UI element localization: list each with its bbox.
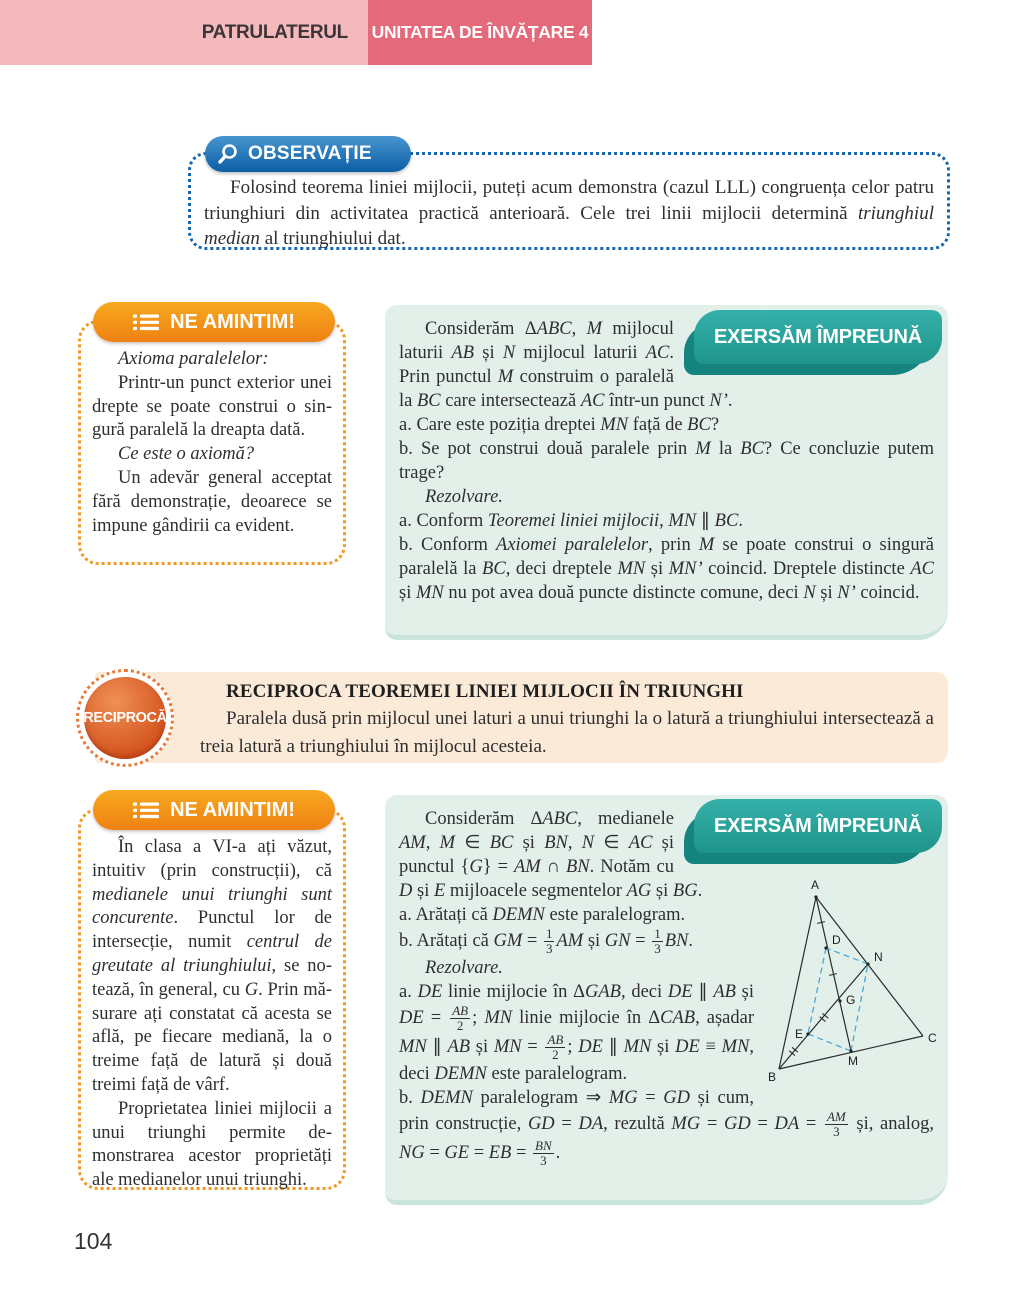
header-chapter-tab — [0, 0, 368, 65]
list-icon — [133, 802, 159, 819]
exersam-2-badge — [694, 799, 942, 853]
page-number: 104 — [74, 1228, 113, 1254]
observatie-badge — [205, 136, 411, 172]
paragraph: În clasa a VI-a ați văzut, intuitiv (prin construcții), că medianele unui triunghi sunt concurente. Punctul lor de intersecție, numit centrul de greutate al triunghiului, se notează, în general, cu G. Prin măsurare ați constatat că acesta se află, pe fiecare mediană, la o treime față de latură și două treimi față de vârf. — [92, 837, 332, 1095]
observatie-badge-label: OBSERVAȚIE — [248, 143, 372, 164]
exersam-box-1 — [385, 305, 948, 640]
paragraph: Proprietatea liniei mijlocii a unui triunghi permite demonstrarea acestor proprietăți ale medianelor unui triunghi. — [92, 1098, 332, 1191]
chapter-title: PATRULATERUL — [201, 21, 348, 43]
paragraph: Printr-un punct exterior unei drepte se poate construi o singură paralelă la dreapta dată. — [92, 372, 332, 441]
unit-title: UNITATEA DE ÎNVĂȚARE 4 — [371, 22, 589, 42]
ne-amintim-1-badge — [93, 302, 335, 342]
answer-a: a. Conform Teoremei liniei mijlocii, MN ∥ BC. — [399, 511, 743, 531]
paragraph: Un adevăr general acceptat fără demonstrație, deoarece se impune gândirii ca evident. — [92, 467, 332, 536]
point-label-d: D — [832, 933, 841, 947]
reciproca-title: RECIPROCA TEOREMEI LINIEI MIJLOCII ÎN TRIUNGHI — [226, 681, 744, 702]
ne-amintim-box-1 — [78, 310, 346, 565]
problem-statement: Considerăm ΔABC, M mijlocul laturii AB și N mijlocul laturii AC. Prin punctul M construim o paralelă la BC care intersectează AC într-un punct N’. — [399, 319, 733, 411]
rezolvare-label: Rezolvare. — [425, 487, 503, 507]
question-a: a. Arătați că DEMN este paralelogram. — [399, 905, 686, 925]
page-header — [0, 0, 592, 65]
answer-b: b. Conform Axiomei paralelelor, prin M se poate construi o singură paralelă la BC, deci dreptele MN și MN’ coincid. Dreptele distincte AC și MN nu pot avea două puncte distincte comune, deci N și N’ coincid. — [399, 535, 934, 603]
question-a: a. Care este poziția dreptei MN față de BC? — [399, 415, 720, 435]
ne-amintim-2-badge — [93, 790, 335, 830]
question-b: b. Se pot construi două paralele prin M la BC? Ce concluzie putem trage? — [399, 439, 934, 483]
list-icon — [133, 314, 159, 331]
triangle-figure — [760, 861, 938, 1103]
point-label-m: M — [848, 1054, 858, 1068]
reciproca-strip — [95, 672, 948, 763]
reciproca-badge — [76, 669, 174, 767]
exersam-box-2 — [385, 795, 948, 1205]
paragraph: Axioma paralelelor: — [118, 349, 269, 369]
exersam-1-badge-area — [684, 310, 942, 376]
observatie-box — [188, 143, 950, 250]
exersam-2-badge-label: EXERSĂM ÎMPREUNĂ — [714, 814, 922, 837]
problem-statement: Considerăm ΔABC, medianele AM, M ∈ BC și BN, N ∈ AC și punctul {G} = AM ∩ BN. Notăm cu D și E mijloacele segmentelor AG și BG. — [399, 809, 703, 901]
ne-amintim-1-badge-label: NE AMINTIM! — [170, 310, 295, 333]
answer-a: a. DE linie mijlocie în ΔGAB, deci DE ∥ AB și DE = $\frac{AB}{2}$ ; MN linie mijlocie în ΔCAB, așadar MN ∥ AB și MN = $\frac{AB}{2}$ ; DE ∥ MN și DE ≡ MN, deci DEMN este paralelogram. — [399, 982, 755, 1085]
vertex-label-a: A — [811, 878, 820, 892]
observatie-text: Folosind teorema liniei mijlocii, puteți acum demonstra (cazul LLL) congruența celor patru triunghiuri din activitatea practică anterioară. Cele trei linii mijlocii determină triunghiul median al triunghiului dat. — [204, 177, 934, 249]
point-label-e: E — [795, 1027, 804, 1041]
reciproca-badge-disc — [84, 677, 166, 759]
question-b: b. Arătați că GM = $\frac{1}{3}$ AM și GN = $\frac{1}{3}$ BN. — [399, 926, 693, 957]
ne-amintim-box-2 — [78, 798, 346, 1191]
answer-b: b. DEMN paralelogram ⇒ MG = GD și cum, prin construcție, GD = DA, rezultă MG = GD = DA = $\frac{AM}{3}$ și, analog, NG = GE = EB = $\frac{BN}{3}$ . — [399, 1088, 934, 1169]
paragraph: Ce este o axiomă? — [118, 444, 255, 465]
reciproca-body: Paralela dusă prin mijlocul unei laturi a unui triunghi la o latură a triunghiului intersectează a treia latură a triunghiului în mijlocul acesteia. — [200, 708, 934, 757]
ne-amintim-2-badge-label: NE AMINTIM! — [170, 798, 295, 821]
vertex-label-c: C — [928, 1031, 937, 1045]
header-unit-tab — [368, 0, 592, 65]
point-label-n: N — [874, 950, 883, 964]
exersam-2-badge-area — [684, 799, 942, 857]
reciproca-badge-label: RECIPROCĂ — [83, 710, 167, 726]
exersam-1-badge-label: EXERSĂM ÎMPREUNĂ — [714, 325, 922, 348]
point-label-g: G — [846, 993, 856, 1007]
magnifier-icon — [217, 143, 239, 165]
exersam-1-badge — [694, 310, 942, 364]
vertex-label-b: B — [768, 1070, 777, 1084]
rezolvare-label: Rezolvare. — [425, 958, 503, 979]
